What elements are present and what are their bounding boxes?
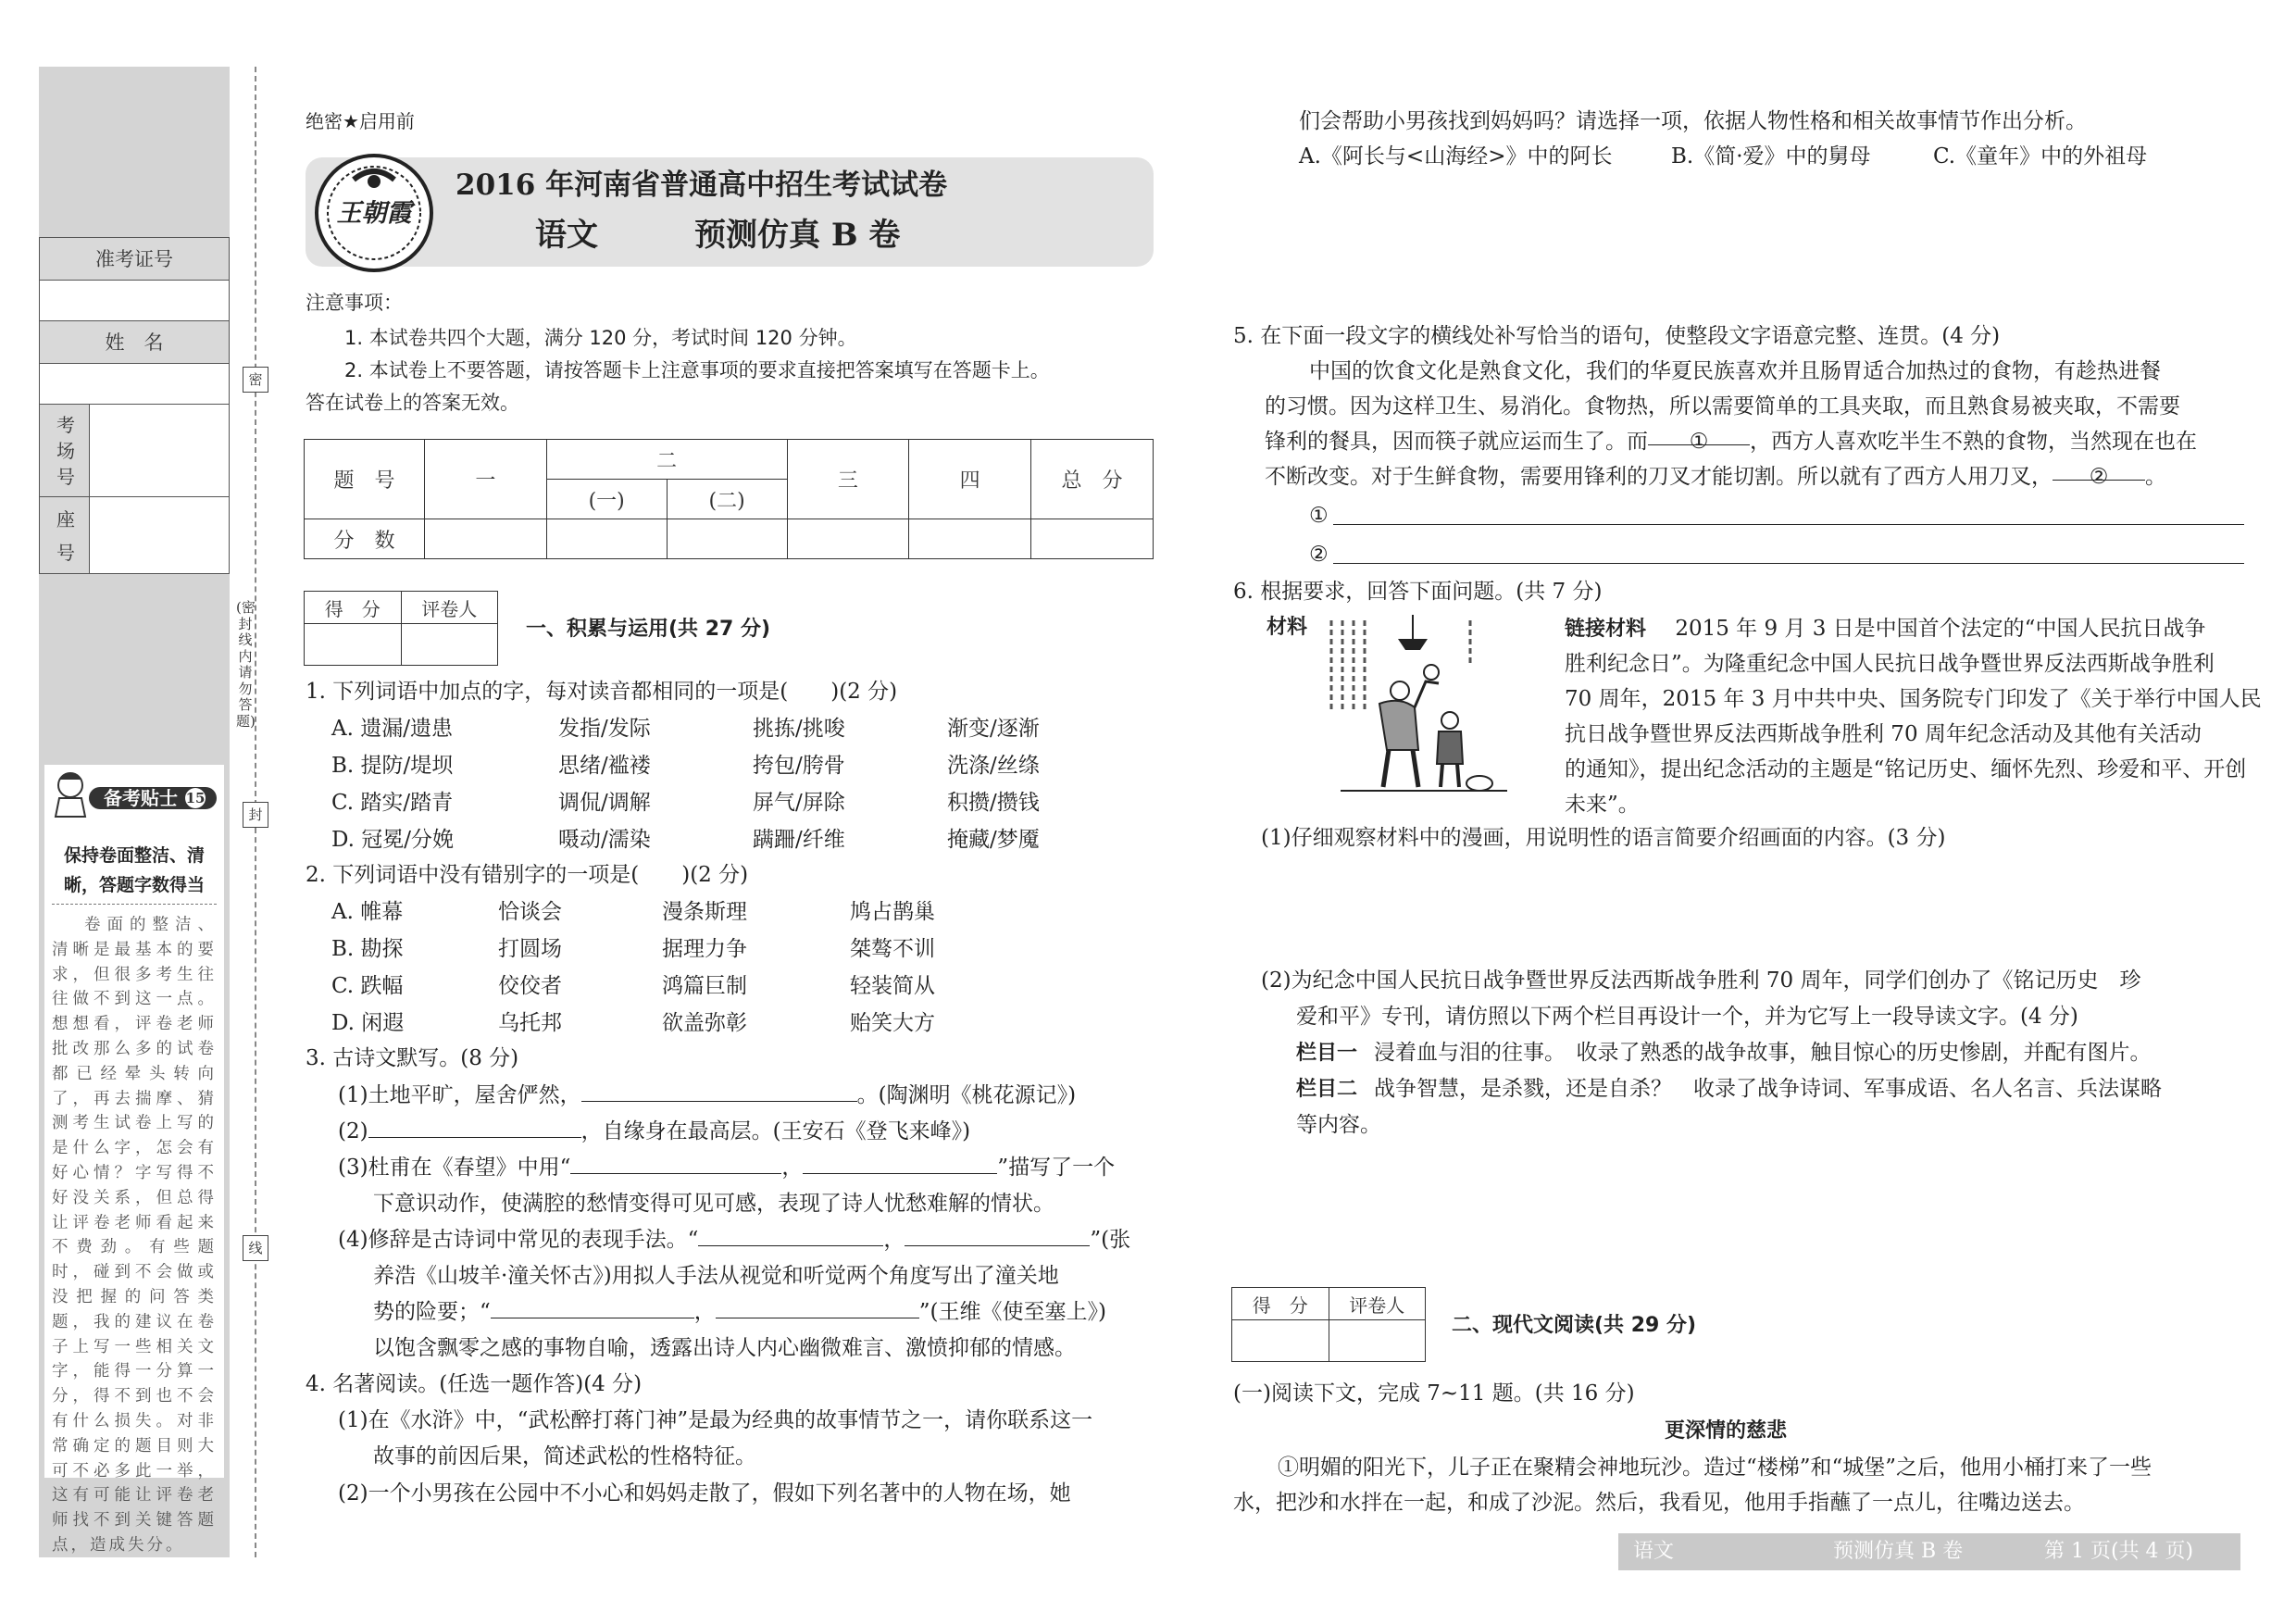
score-table-col-total: 总 分 <box>1030 440 1153 519</box>
room-row <box>40 405 229 497</box>
exam-title: 2016 年河南省普通高中招生考试试卷 <box>455 169 948 202</box>
score-cell[interactable] <box>667 519 787 559</box>
q3-4-blank-2[interactable] <box>905 1225 1090 1246</box>
q1-option-b-4: 洗涤/丝绦 <box>947 754 1040 778</box>
q6-link-line-2: 胜利纪念日”。为隆重纪念中国人民抗日战争暨世界反法西斯战争胜利 <box>1565 652 2215 676</box>
q3-2-blank[interactable] <box>368 1117 581 1138</box>
q5-answer-2-line[interactable] <box>1333 563 2244 564</box>
q3-4-blank-1[interactable] <box>698 1225 883 1246</box>
tips-box <box>44 765 224 1555</box>
tips-number: 15 <box>185 790 206 806</box>
tips-title: 备考贴士 <box>104 787 178 809</box>
grader-score-cell-2[interactable] <box>1232 1320 1329 1362</box>
q1-option-b-3: 挎包/胯骨 <box>753 754 845 778</box>
grader-box-1 <box>304 591 498 666</box>
tips-body: 卷面的整洁、清晰是最基本的要求，但很多考生往往做不到这一点。想想看，评卷老师批改那么多的试卷都已经晕头转向了，再去揣摩、猜测考生试卷上写的是什么字，怎会有好心情？字写得不好没关系，但总得让评卷老师看起来不费劲。有些题时，碰到不会做或没把握的问答类题，我的建议在卷子上写一些相关文字，能得一分算一分，得不到也不会有什么损失。对非常确定的题目则大可不必多此一举，这有可能让评卷老师找不到关键答题点，造成失分。 <box>52 916 217 1555</box>
q5-gap-1[interactable] <box>1648 424 1750 454</box>
page-footer <box>1618 1533 2240 1570</box>
grader-name-cell[interactable] <box>401 624 498 666</box>
q3-4-cont: 养浩《山坡羊·潼关怀古》)用拟人手法从视觉和听觉两个角度写出了潼关地 <box>373 1264 1059 1288</box>
q3-2-text: ，自缘身在最高层。(王安石《登飞来峰》) <box>580 1119 971 1143</box>
q5-para-2: 的习惯。因为这样卫生、易消化。食物热，所以需要简单的工具夹取，而且熟食易被夹取，不需要 <box>1265 394 2180 419</box>
q6-stem: 6. 根据要求，回答下面问题。(共 7 分) <box>1233 580 1603 604</box>
q4-stem: 4. 名著阅读。(任选一题作答)(4 分) <box>306 1372 643 1396</box>
q4-1: (1)在《水浒》中，“武松醉打蒋门神”是最为经典的故事情节之一，请你联系这一 <box>338 1408 1093 1432</box>
q3-4-comma-2: ， <box>693 1300 716 1324</box>
q1-option-c-3: 屏气/屏除 <box>753 791 845 815</box>
essay-para-1: ①明媚的阳光下，儿子正在聚精会神地玩沙。造过“楼梯”和“城堡”之后，他用小桶打来了一些 <box>1278 1456 2152 1480</box>
logo-text: 王朝霞 <box>336 199 412 228</box>
q1-option-c-2: 调侃/调解 <box>558 791 651 815</box>
q3-1-blank[interactable] <box>581 1081 857 1102</box>
q2-option-c-1[interactable]: C. 跌幅 <box>331 974 404 998</box>
q3-4-line <box>338 1222 1130 1258</box>
seat-row <box>40 497 229 573</box>
q3-4-text-3: 势的险要；“ <box>373 1300 491 1324</box>
column-2-cont: 等内容。 <box>1296 1113 1381 1137</box>
q1-option-a-4: 渐变/逐渐 <box>947 717 1040 741</box>
name-field[interactable] <box>40 364 229 405</box>
column-1-text: 浸着血与泪的往事。 收录了熟悉的战争故事，触目惊心的历史惨剧，并配有图片。 <box>1374 1041 2152 1065</box>
q3-1-line <box>338 1078 1076 1114</box>
q5-para-4-text: 不断改变。对于生鲜食物，需要用锋利的刀叉才能切割。所以就有了西方人用刀叉， <box>1265 465 2053 489</box>
q6-material-label: 材料 <box>1267 616 1308 639</box>
q3-4-src-2: ”(王维《使至塞上》) <box>918 1300 1106 1324</box>
q1-option-c-1[interactable]: C. 踏实/踏青 <box>331 791 454 815</box>
q5-stem: 5. 在下面一段文字的横线处补写恰当的语句，使整段文字语意完整、连贯。(4 分) <box>1233 324 2001 348</box>
score-table <box>304 439 1154 559</box>
q2-option-c-2: 佼佼者 <box>498 974 562 998</box>
q2-option-b-2: 打圆场 <box>498 937 562 961</box>
q2-option-c-3: 鸿篇巨制 <box>662 974 747 998</box>
q6-link-line-1: 2015 年 9 月 3 日是中国首个法定的“中国人民抗日战争 <box>1675 617 2206 641</box>
q6-link-label: 链接材料 <box>1565 618 1647 641</box>
q6-link-line-4: 抗日战争暨世界反法西斯战争胜利 70 周年纪念活动及其他有关活动 <box>1565 722 2202 746</box>
score-table-col-2: 二 <box>546 440 787 480</box>
q2-option-b-4: 桀骜不训 <box>850 937 935 961</box>
q1-option-d-4: 掩藏/梦魇 <box>947 828 1040 852</box>
column-1-label: 栏目一 <box>1296 1042 1358 1065</box>
q4-2-cont: 们会帮助小男孩找到妈妈吗？请选择一项，依据人物性格和相关故事情节作出分析。 <box>1299 109 2087 133</box>
q4-option-b[interactable]: B.《简·爱》中的舅母 <box>1671 144 1871 169</box>
q3-3-text-2: ”描写了一个 <box>997 1156 1116 1180</box>
footer-subject: 语文 <box>1633 1540 1675 1563</box>
q6-cartoon <box>1322 611 1516 796</box>
q4-option-a[interactable]: A.《阿长与<山海经>》中的阿长 <box>1299 144 1613 169</box>
paper-title: 预测仿真 B 卷 <box>694 217 901 254</box>
score-cell[interactable] <box>1030 519 1153 559</box>
score-table-col-3: 三 <box>787 440 909 519</box>
q3-2-num: (2) <box>338 1119 368 1143</box>
score-cell[interactable] <box>546 519 667 559</box>
q3-4-text: (4)修辞是古诗词中常见的表现手法。“ <box>338 1228 699 1252</box>
q3-2-line <box>338 1114 970 1150</box>
footer-page: 第 1 页(共 4 页) <box>2044 1540 2194 1563</box>
q5-para-1: 中国的饮食文化是熟食文化，我们的华夏民族喜欢并且肠胃适合加热过的食物，有趁热进餐 <box>1309 359 2161 383</box>
q1-option-a-2: 发指/发际 <box>558 717 651 741</box>
q2-stem: 2. 下列词语中没有错别字的一项是( )(2 分) <box>306 863 749 887</box>
section-1-title: 一、积累与运用(共 27 分) <box>526 618 771 641</box>
q1-option-d-3: 蹒跚/纤维 <box>753 828 845 852</box>
q3-1-source: 。(陶渊明《桃花源记》) <box>856 1083 1077 1107</box>
q4-option-c[interactable]: C.《童年》中的外祖母 <box>1933 144 2148 169</box>
q3-4-blank-4[interactable] <box>716 1297 919 1318</box>
q2-option-a-1[interactable]: A. 帷幕 <box>331 900 404 924</box>
q6-link <box>1565 611 2205 647</box>
score-table-score-label: 分 数 <box>305 519 425 559</box>
q3-stem: 3. 古诗文默写。(8 分) <box>306 1046 519 1070</box>
candidate-info-box <box>39 237 230 574</box>
sub-section-1: (一)阅读下文，完成 7~11 题。(共 16 分) <box>1233 1381 1635 1406</box>
q2-option-a-4: 鸠占鹊巢 <box>850 900 935 924</box>
q1-option-d-1[interactable]: D. 冠冕/分娩 <box>331 828 454 852</box>
q1-option-a-3: 挑拣/挑唆 <box>753 717 845 741</box>
q6-1: (1)仔细观察材料中的漫画，用说明性的语言简要介绍画面的内容。(3 分) <box>1261 826 1946 850</box>
q1-option-a-1[interactable]: A. 遗漏/遗患 <box>331 717 453 741</box>
q3-3-comma: ， <box>781 1156 804 1180</box>
q6-2-cont: 爱和平》专刊，请仿照以下两个栏目再设计一个，并为它写上一段导读文字。(4 分) <box>1296 1005 2078 1029</box>
seal-note: (密封线内请勿答题) <box>236 599 256 730</box>
q5-answer-1-line[interactable] <box>1333 524 2244 525</box>
q1-stem: 1. 下列词语中加点的字，每对读音都相同的一项是( )(2 分) <box>306 680 898 704</box>
notice-item-2-cont: 答在试卷上的答案无效。 <box>306 392 519 414</box>
score-table-no-label: 题 号 <box>305 440 425 519</box>
q5-para-4 <box>1265 459 2166 495</box>
grader-name-label-2: 评卷人 <box>1329 1288 1426 1320</box>
notice-item-1: 1. 本试卷共四个大题，满分 120 分，考试时间 120 分钟。 <box>344 327 857 349</box>
q1-option-b-2: 思绪/褴褛 <box>558 754 651 778</box>
q5-para-3-text: 锋利的餐具，因而筷子就应运而生了。而 <box>1265 430 1648 454</box>
q3-3-cont: 下意识动作，使满腔的愁情变得可见可感，表现了诗人忧愁难解的情状。 <box>373 1192 1054 1216</box>
section-2-title: 二、现代文阅读(共 29 分) <box>1452 1314 1697 1337</box>
seat-label: 座号 <box>56 508 75 564</box>
grader-score-label-2: 得 分 <box>1232 1288 1329 1320</box>
exam-id-label: 准考证号 <box>40 238 229 281</box>
q5-para-3-text-2: ，西方人喜欢吃半生不熟的食物，当然现在也在 <box>1750 430 2197 454</box>
grader-name-cell-2[interactable] <box>1329 1320 1426 1362</box>
secret-label: 绝密★启用前 <box>306 110 415 132</box>
q3-4-blank-3[interactable] <box>491 1297 694 1318</box>
q1-option-d-2: 嗫动/濡染 <box>558 828 651 852</box>
q5-gap-1-mark: ① <box>1689 430 1709 454</box>
grader-score-label: 得 分 <box>305 592 402 624</box>
q5-gap-2[interactable] <box>2053 459 2145 489</box>
q4-2: (2)一个小男孩在公园中不小心和妈妈走散了，假如下列名著中的人物在场，她 <box>338 1481 1071 1506</box>
score-cell[interactable] <box>909 519 1031 559</box>
score-table-col-4: 四 <box>909 440 1031 519</box>
grader-box-2 <box>1231 1287 1426 1362</box>
column-1 <box>1296 1035 2152 1071</box>
q5-para-3 <box>1265 424 2197 460</box>
q3-1-text: (1)土地平旷，屋舍俨然， <box>338 1083 581 1107</box>
q5-answer-1-mark: ① <box>1309 504 1329 528</box>
q1-option-c-4: 积攒/攒钱 <box>947 791 1040 815</box>
cartoon-illustration-icon <box>1322 611 1516 796</box>
subject-title: 语文 <box>535 217 598 254</box>
q3-3-line <box>338 1150 1115 1186</box>
q3-4-cont-2: 以饱含飘零之感的事物自喻，透露出诗人内心幽微难言、激愤抑郁的情感。 <box>373 1336 1076 1360</box>
room-field[interactable] <box>92 405 229 496</box>
q3-4-src: ”(张 <box>1090 1228 1131 1252</box>
q2-option-d-2: 乌托邦 <box>498 1011 562 1035</box>
q5-gap-2-mark: ② <box>2089 465 2109 489</box>
score-table-col-1: 一 <box>424 440 546 519</box>
tips-banner <box>48 767 220 818</box>
q3-4-line-3 <box>373 1294 1106 1331</box>
column-2-text: 战争智慧，是杀戮，还是自杀？ 收录了战争诗词、军事成语、名人名言、兵法谋略 <box>1374 1077 2163 1101</box>
q2-option-d-3: 欲盖弥彰 <box>662 1011 747 1035</box>
q6-link-line-3: 70 周年，2015 年 3 月中共中央、国务院专门印发了《关于举行中国人民 <box>1565 687 2262 711</box>
q5-para-4-end: 。 <box>2145 465 2166 489</box>
q3-4-comma: ， <box>883 1228 905 1252</box>
q1-option-b-1[interactable]: B. 提防/堤坝 <box>331 754 454 778</box>
q3-3-blank-2[interactable] <box>803 1153 997 1174</box>
q2-option-c-4: 轻装简从 <box>850 974 935 998</box>
seal-char-mi: 密 <box>243 367 268 393</box>
score-table-sub-1: (一) <box>546 480 667 519</box>
q4-1-cont: 故事的前因后果，简述武松的性格特征。 <box>373 1444 756 1468</box>
q6-link-line-6: 未来”。 <box>1565 793 1640 817</box>
q5-answer-2-mark: ② <box>1309 543 1329 567</box>
publisher-logo <box>313 152 435 274</box>
grader-score-cell[interactable] <box>305 624 402 666</box>
q6-2: (2)为纪念中国人民抗日战争暨世界反法西斯战争胜利 70 周年，同学们创办了《铭记历史 珍 <box>1261 968 2141 993</box>
footer-paper: 预测仿真 B 卷 <box>1833 1540 1964 1563</box>
q2-option-d-4: 贻笑大方 <box>850 1011 935 1035</box>
name-label: 姓 名 <box>40 321 229 364</box>
seat-field[interactable] <box>92 497 229 573</box>
notice-item-2: 2. 本试卷上不要答题，请按答题卡上注意事项的要求直接把答案填写在答题卡上。 <box>344 359 1050 381</box>
q2-option-a-3: 漫条斯理 <box>662 900 747 924</box>
column-2-label: 栏目二 <box>1296 1078 1358 1101</box>
score-cell[interactable] <box>424 519 546 559</box>
grader-name-label: 评卷人 <box>401 592 498 624</box>
q2-option-b-3: 据理力争 <box>662 937 747 961</box>
q2-option-b-1[interactable]: B. 勘探 <box>331 937 404 961</box>
exam-id-field[interactable] <box>40 281 229 321</box>
tips-heading: 保持卷面整洁、清晰，答题字数得当 <box>63 845 205 895</box>
room-label: 考场号 <box>56 414 75 488</box>
q2-option-d-1[interactable]: D. 闲遐 <box>331 1011 405 1035</box>
q2-option-a-2: 恰谈会 <box>498 900 562 924</box>
q3-3-blank-1[interactable] <box>570 1153 781 1174</box>
score-table-sub-2: (二) <box>667 480 787 519</box>
column-2 <box>1296 1071 2162 1107</box>
seal-char-xian: 线 <box>243 1235 268 1261</box>
q3-3-text: (3)杜甫在《春望》中用“ <box>338 1156 571 1180</box>
essay-para-1-cont: 水，把沙和水拌在一起，和成了沙泥。然后，我看见，他用手指蘸了一点儿，往嘴边送去。 <box>1233 1491 2085 1515</box>
notice-heading: 注意事项： <box>306 292 403 314</box>
tips-divider <box>52 904 217 906</box>
q6-link-line-5: 的通知》，提出纪念活动的主题是“铭记历史、缅怀先烈、珍爱和平、开创 <box>1565 757 2247 781</box>
score-cell[interactable] <box>787 519 909 559</box>
essay-title: 更深情的慈悲 <box>1665 1419 1788 1443</box>
seal-char-feng: 封 <box>243 802 268 828</box>
